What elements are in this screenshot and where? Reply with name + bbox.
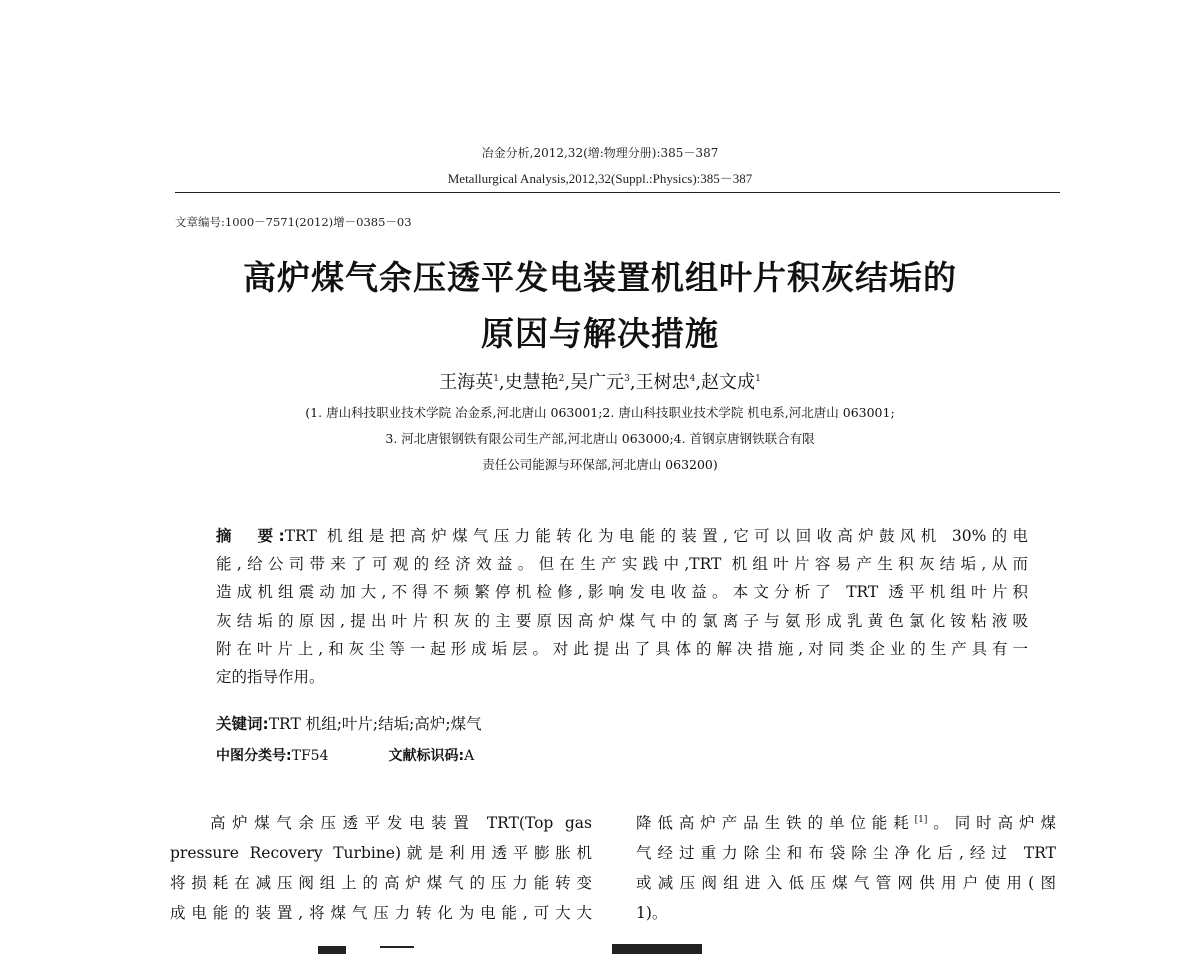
body-line: 高炉煤气余压透平发电装置 TRT(Top gas: [210, 814, 592, 832]
journal-header-cn: 冶金分析,2012,32(增:物理分册):385－387: [481, 146, 719, 160]
body-line: pressure Recovery Turbine)就是利用透平膨胀机: [170, 844, 592, 862]
class-value: TF54: [291, 748, 329, 764]
figure-fragment: [612, 944, 702, 954]
body-line: 成电能的装置,将煤气压力转化为电能,可大大: [170, 904, 592, 922]
sep: ,: [629, 372, 636, 393]
body-line: 1)。: [636, 904, 668, 922]
title-line-2: 原因与解决措施: [481, 314, 719, 353]
keywords-text: TRT 机组;叶片;结垢;高炉;煤气: [268, 715, 482, 733]
body-text: 降低高炉产品生铁的单位能耗: [636, 814, 915, 832]
header-rule: [175, 192, 1060, 193]
citation: [1]: [914, 814, 928, 825]
figure-fragment: [380, 946, 414, 948]
abstract-line: 附在叶片上,和灰尘等一起形成垢层。对此提出了具体的解决措施,对同类企业的生产具有一: [216, 640, 1028, 658]
doc-code-value: A: [464, 748, 475, 764]
doc-code-label: 文献标识码:: [388, 748, 465, 764]
keywords-label: 关键词:: [216, 715, 269, 733]
title-line-1: 高炉煤气余压透平发电装置机组叶片积灰结垢的: [243, 258, 957, 297]
author-affil: 1: [493, 374, 499, 384]
abstract-line: [216, 524, 1028, 546]
abstract-line: 定的指导作用。: [216, 668, 325, 686]
author-affil: 2: [558, 374, 565, 384]
author: 吴广元: [570, 372, 625, 393]
classification: [216, 745, 1028, 765]
keywords: [216, 712, 1028, 734]
abstract-line: 灰结垢的原因,提出叶片积灰的主要原因高炉煤气中的氯离子与氨形成乳黄色氯化铵粘液吸: [216, 612, 1028, 630]
sep: ,: [695, 372, 702, 393]
figure-fragment: [318, 946, 346, 954]
author: 史慧艳: [504, 372, 559, 393]
body-text: 。同时高炉煤: [927, 814, 1056, 832]
affiliation-line: 责任公司能源与环保部,河北唐山 063200): [482, 457, 718, 472]
author: 王海英: [439, 372, 494, 393]
abstract-label: 摘 要:: [216, 527, 285, 545]
sep: ,: [498, 372, 505, 393]
sep: ,: [564, 372, 571, 393]
author-affil: 1: [755, 374, 761, 384]
affiliation-line: 3. 河北唐银钢铁有限公司生产部,河北唐山 063000;4. 首钢京唐钢铁联合有限: [385, 431, 815, 446]
author-affil: 3: [624, 374, 630, 384]
authors: [0, 368, 1200, 394]
body-line: [636, 811, 1056, 833]
body-line: 气经过重力除尘和布袋除尘净化后,经过 TRT: [636, 844, 1056, 862]
class-label: 中图分类号:: [216, 748, 292, 764]
article-number: 文章编号:1000－7571(2012)增－0385－03: [175, 215, 412, 229]
author-affil: 4: [689, 374, 696, 384]
abstract-line: 造成机组震动加大,不得不频繁停机检修,影响发电收益。本文分析了 TRT 透平机组叶片积: [216, 583, 1028, 601]
journal-header-en: Metallurgical Analysis,2012,32(Suppl.:Physics):385－387: [447, 171, 753, 186]
abstract-text: TRT 机组是把高炉煤气压力能转化为电能的装置,它可以回收高炉鼓风机 30%的电: [284, 527, 1029, 545]
body-line: 将损耗在减压阀组上的高炉煤气的压力能转变: [170, 874, 592, 892]
author: 王树忠: [635, 372, 690, 393]
affiliation-line: (1. 唐山科技职业技术学院 冶金系,河北唐山 063001;2. 唐山科技职业技术学院 机电系,河北唐山 063001;: [305, 405, 895, 420]
body-line: 或减压阀组进入低压煤气管网供用户使用(图: [636, 874, 1056, 892]
author: 赵文成: [701, 372, 756, 393]
abstract-line: 能,给公司带来了可观的经济效益。但在生产实践中,TRT 机组叶片容易产生积灰结垢,从而: [216, 555, 1028, 573]
